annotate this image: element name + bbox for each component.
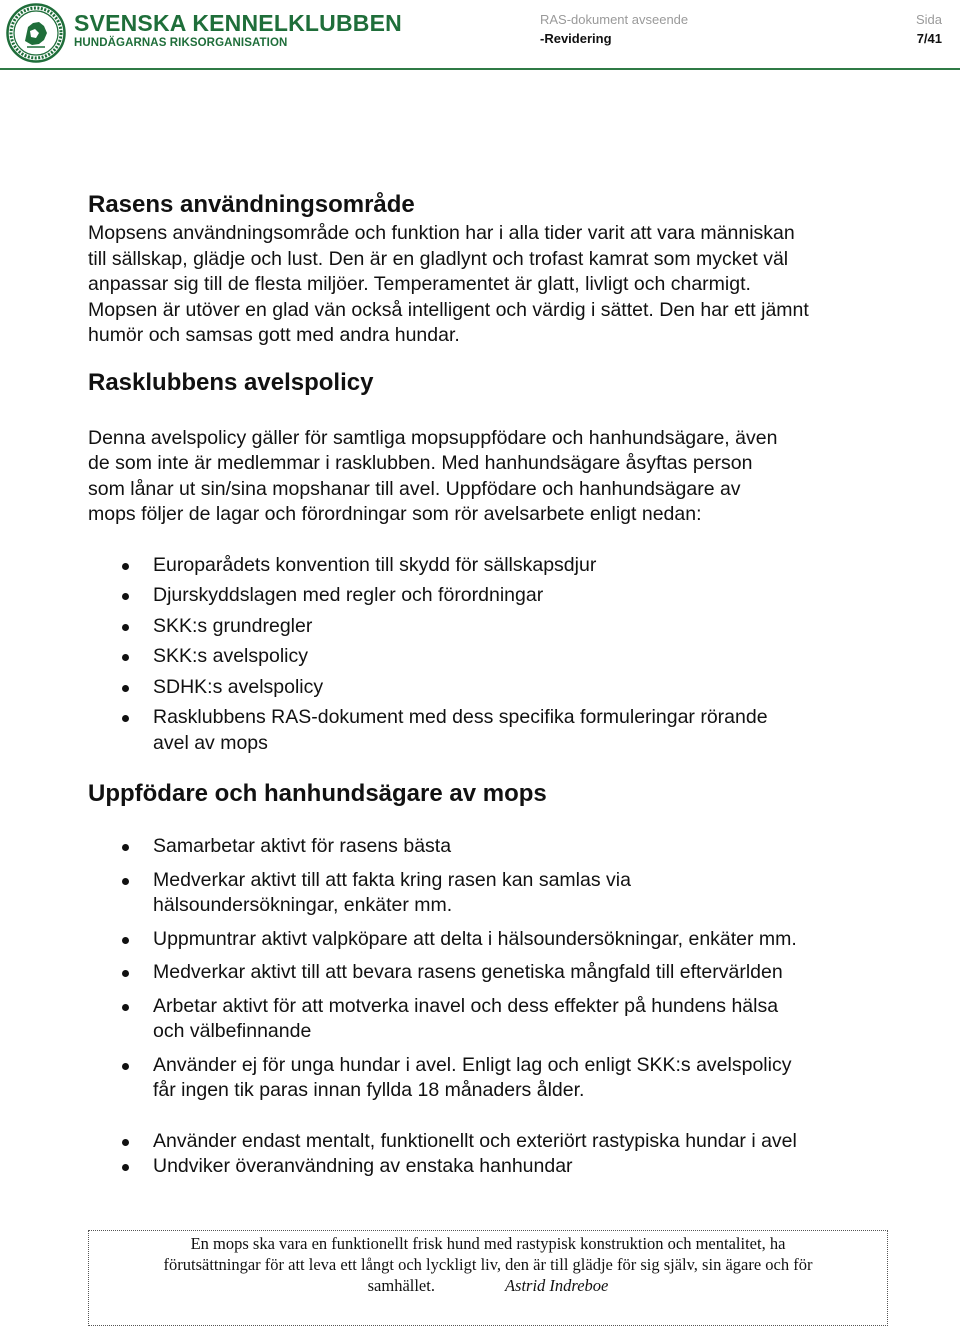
bullet-icon	[122, 624, 129, 631]
page-label: Sida	[915, 12, 942, 27]
bullet-icon	[122, 654, 129, 661]
paragraph-line: Denna avelspolicy gäller för samtliga mopsuppfödare och hanhundsägare, även	[88, 426, 778, 449]
header-divider	[0, 68, 960, 70]
page-number-block	[916, 10, 942, 48]
bullet-icon	[122, 878, 129, 885]
list-item-text: Använder ej för unga hundar i avel. Enligt lag och enligt SKK:s avelspolicy	[153, 1053, 792, 1076]
list-item	[88, 868, 888, 919]
page-header	[0, 0, 960, 72]
bullet-icon	[122, 937, 129, 944]
paragraph-line: de som inte är medlemmar i rasklubben. Med hanhundsägare åsyftas person	[88, 452, 753, 474]
brand-block	[74, 10, 402, 49]
list-item	[88, 675, 888, 701]
usage-heading: Rasens användningsområde	[88, 191, 415, 218]
list-item-text: SKK:s grundregler	[153, 614, 313, 637]
list-item-text: och välbefinnande	[153, 1020, 312, 1042]
list-item-text: Undviker överanvändning av enstaka hanhundar	[153, 1155, 573, 1177]
footer-line: förutsättningar för att leva ett långt och lyckligt liv, den är till glädje för sig själv, sin ägare och för	[163, 1255, 813, 1274]
footer-line: samhället.	[367, 1276, 435, 1295]
list-item-text: Djurskyddslagen med regler och förordningar	[153, 584, 544, 606]
bullet-icon	[122, 970, 129, 977]
bullet-icon	[122, 1139, 129, 1146]
list-item-text: Medverkar aktivt till att bevara rasens genetiska mångfald till eftervärlden	[153, 961, 783, 983]
list-item	[88, 1053, 888, 1104]
paragraph-line: till sällskap, glädje och lust. Den är en gladlynt och trofast kamrat som mycket väl	[88, 247, 789, 270]
page-content	[88, 190, 888, 1180]
list-item-text: SKK:s avelspolicy	[153, 645, 308, 667]
list-item-text: Samarbetar aktivt för rasens bästa	[153, 835, 452, 857]
list-item-text: Arbetar aktivt för att motverka inavel och dess effekter på hundens hälsa	[153, 994, 779, 1017]
bullet-icon	[122, 1164, 129, 1171]
list-item	[88, 614, 888, 640]
bullet-icon	[122, 844, 129, 851]
list-item-text: hälsoundersökningar, enkäter mm.	[153, 894, 453, 916]
list-item	[88, 927, 888, 953]
breeder-obligations-list	[88, 834, 888, 1180]
paragraph-line: anpassar sig till de flesta miljöer. Temperamentet är glatt, livligt och charmigt.	[88, 273, 751, 295]
paragraph-line: humör och samsas gott med andra hundar.	[88, 324, 460, 346]
policy-law-list	[88, 553, 888, 757]
footer-quote-box	[88, 1230, 888, 1326]
document-title-block	[540, 10, 688, 48]
list-item-text: Medverkar aktivt till att fakta kring rasen kan samlas via	[153, 868, 631, 891]
footer-quote	[89, 1233, 887, 1296]
policy-heading: Rasklubbens avelspolicy	[88, 368, 374, 396]
page-number: 7/41	[916, 31, 942, 46]
list-item-text: avel av mops	[153, 731, 268, 754]
list-item-text: Europarådets konvention till skydd för sällskapsdjur	[153, 553, 597, 576]
list-item	[88, 960, 888, 986]
list-item	[88, 583, 888, 609]
list-item	[88, 994, 888, 1045]
policy-paragraph	[88, 426, 888, 528]
list-item	[88, 553, 888, 579]
bullet-icon	[122, 563, 129, 570]
list-item-text: får ingen tik paras innan fyllda 18 månaders ålder.	[153, 1079, 585, 1101]
footer-line: En mops ska vara en funktionellt frisk hund med rastypisk konstruktion och mentalitet, ha	[190, 1234, 786, 1253]
list-item	[88, 1129, 888, 1155]
list-item	[88, 705, 888, 756]
list-item-text: Uppmuntrar aktivt valpköpare att delta i hälsoundersökningar, enkäter mm.	[153, 927, 797, 950]
footer-line-signed	[89, 1275, 887, 1296]
bullet-icon	[122, 593, 129, 600]
list-item	[88, 1154, 888, 1180]
bullet-icon	[122, 685, 129, 692]
usage-paragraph	[88, 221, 888, 349]
list-item	[88, 644, 888, 670]
list-item-text: Rasklubbens RAS-dokument med dess specifika formuleringar rörande	[153, 706, 768, 728]
paragraph-line: mops följer de lagar och förordningar som rör avelsarbete enligt nedan:	[88, 503, 702, 525]
footer-signature: Astrid Indreboe	[504, 1276, 609, 1295]
list-item-text: Använder endast mentalt, funktionellt och exteriört rastypiska hundar i avel	[153, 1129, 797, 1152]
bullet-icon	[122, 1063, 129, 1070]
breeder-heading: Uppfödare och hanhundsägare av mops	[88, 780, 547, 807]
paragraph-line: Mopsen är utöver en glad vän också intelligent och värdig i sättet. Den har ett jämnt	[88, 298, 809, 321]
bullet-icon	[122, 1004, 129, 1011]
kennel-club-logo-icon	[6, 3, 66, 63]
list-item	[88, 834, 888, 860]
bullet-icon	[122, 715, 129, 722]
document-title: -Revidering	[540, 31, 612, 46]
document-label: RAS-dokument avseende	[540, 12, 689, 27]
paragraph-line: Mopsens användningsområde och funktion har i alla tider varit att vara människan	[88, 222, 795, 244]
list-item-text: SDHK:s avelspolicy	[153, 675, 324, 698]
brand-name: SVENSKA KENNELKLUBBEN	[74, 10, 402, 36]
brand-subtitle: HUNDÄGARNAS RIKSORGANISATION	[74, 37, 288, 49]
paragraph-line: som lånar ut sin/sina mopshanar till avel. Uppfödare och hanhundsägare av	[88, 477, 741, 500]
